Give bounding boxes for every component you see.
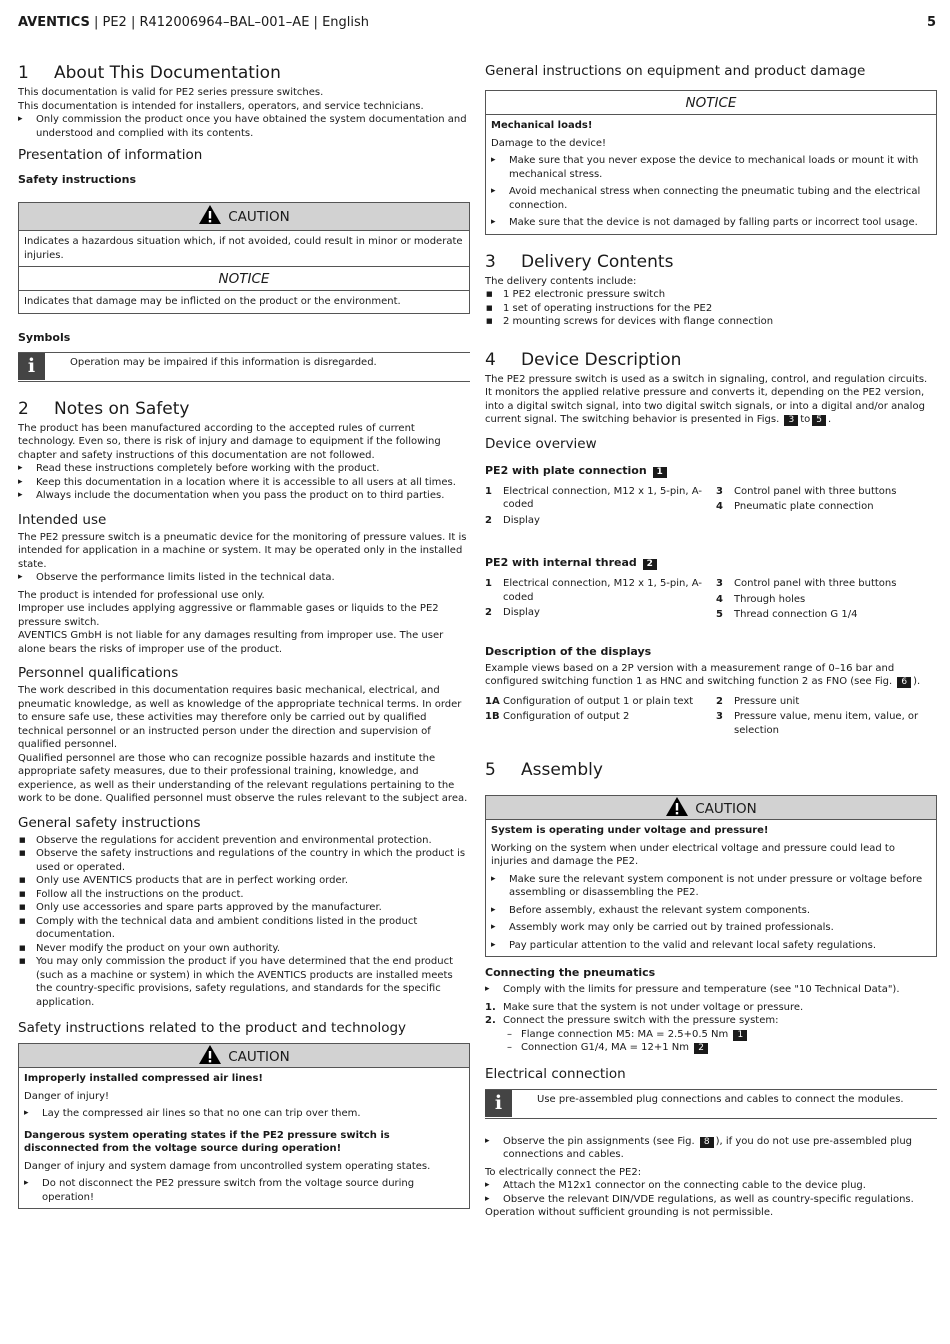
list-item: ■ Only use accessories and spare parts approved by the manufacturer. [18, 901, 470, 915]
list-item: 2. Connect the pressure switch with the pressure system: – Flange connection M5: MA = 2.5+0.5 Nm 1 – Connection G1/4, MA = 12+1 Nm 2 [485, 1014, 937, 1055]
caution-text: Indicates a hazardous situation which, if not avoided, could result in minor or moderate injuries. [19, 231, 469, 267]
general-safety-list [18, 834, 470, 1010]
dash-item: – Connection G1/4, MA = 12+1 Nm 2 [503, 1041, 937, 1055]
notice-header: NOTICE [19, 267, 469, 291]
dash-item: – Flange connection M5: MA = 2.5+0.5 Nm 1 [503, 1028, 937, 1042]
list-item: ▸ Observe the performance limits listed in the technical data. [18, 571, 470, 585]
legend-item: 5 Thread connection G 1/4 [716, 609, 858, 620]
caution-body [19, 1068, 469, 1208]
header-doc-info: | PE2 | R412006964–BAL–001–AE | English [89, 15, 370, 30]
legend-item: 4 Pneumatic plate connection [716, 501, 874, 512]
info-icon: i [485, 1090, 512, 1117]
pneumatics-steps [485, 1001, 937, 1055]
list-item: ▸ Avoid mechanical stress when connecting the pneumatic tubing and the electrical connection. [491, 185, 931, 212]
legend-item: 1 Electrical connection, M12 x 1, 5-pin, A-coded [485, 485, 702, 510]
fig-ref: 8 [700, 1137, 714, 1148]
page-header [18, 16, 936, 34]
electrical-steps [485, 1179, 937, 1206]
left-column [18, 62, 470, 1209]
legend-item: 3 Control panel with three buttons [716, 578, 897, 589]
list-item: ▸ Always include the documentation when you pass the product on to third parties. [18, 489, 470, 503]
fig-ref: 1 [653, 467, 667, 478]
assembly-caution-box [485, 795, 937, 957]
caution-2-danger: Danger of injury and system damage from uncontrolled system operating states. [24, 1160, 431, 1172]
s1-bullets [18, 113, 470, 140]
intended-use-heading: Intended use [18, 511, 107, 528]
section-2-title: 2 Notes on Safety [18, 398, 190, 419]
s1-p1: This documentation is valid for PE2 series pressure switches. [18, 87, 324, 98]
info-icon: i [18, 353, 45, 380]
notice-damage: Damage to the device! [491, 137, 607, 149]
displays-legend [485, 695, 937, 740]
thread-legend [485, 577, 937, 624]
product-caution-box [18, 1043, 470, 1209]
intended-p: The PE2 pressure switch is a pneumatic device for the monitoring of pressure values. It is intended for application in a machine or system. It may be operated only in the installed state. [18, 531, 467, 570]
legend-item: 2 Display [485, 607, 540, 618]
intended-bullets [18, 571, 470, 585]
caution-header: CAUTION [19, 1044, 469, 1068]
notice-text: Indicates that damage may be inflicted on the product or the environment. [24, 296, 401, 307]
plate-legend [485, 485, 937, 530]
fig-ref: 2 [643, 559, 657, 570]
intended-p2: The product is intended for professional use only. [18, 589, 265, 601]
list-item: ▸ Only commission the product once you have obtained the system documentation and understood and complied with its contents. [18, 113, 470, 140]
delivery-list [485, 288, 937, 329]
caution-1-title: Improperly installed compressed air lines! [24, 1073, 263, 1084]
list-item: ■ Comply with the technical data and ambient conditions listed in the product documentation. [18, 915, 470, 942]
equipment-damage-heading: General instructions on equipment and product damage [485, 63, 866, 79]
list-item: ▸ Observe the relevant DIN/VDE regulations, as well as country-specific regulations. [485, 1193, 937, 1207]
caution-text: Working on the system when under electrical voltage and pressure could lead to injuries and damage the PE2. [491, 842, 895, 867]
plate-connection-heading: PE2 with plate connection 1 [485, 463, 937, 479]
electrical-bullets [485, 1135, 937, 1162]
caution-1-danger: Danger of injury! [24, 1090, 110, 1102]
legend-item: 2 Pressure unit [716, 695, 800, 707]
general-safety-heading: General safety instructions [18, 814, 201, 831]
electrical-p: To electrically connect the PE2: [485, 1166, 642, 1178]
list-item: ■ Only use AVENTICS products that are in perfect working order. [18, 874, 470, 888]
list-item: ▸ Attach the M12x1 connector on the connecting cable to the device plug. [485, 1179, 937, 1193]
intended-p4: AVENTICS GmbH is not liable for any damages resulting from improper use. The user alone bears the risks of improper use of the product. [18, 630, 444, 655]
notice-title: Mechanical loads! [491, 120, 593, 131]
list-item: ■ You may only commission the product if you have determined that the end product (such as a machine or system) in which the AVENTICS products are installed meets the country-specific provisions, safety regulations, and standards for the specific application. [18, 955, 470, 1009]
presentation-heading: Presentation of information [18, 147, 203, 163]
caution-body [486, 820, 936, 956]
symbol-info-row: i Operation may be impaired if this information is disregarded. [18, 352, 470, 382]
list-item: ▸ Comply with the limits for pressure and temperature (see "10 Technical Data"). [485, 983, 937, 997]
caution-header: CAUTION [486, 796, 936, 820]
legend-item: 2 Display [485, 514, 540, 526]
s2-intro: The product has been manufactured according to the accepted rules of current technology. Even so, there is risk of injury and damage to equipment if the following chapter and safety instructions of this documentation are not followed. [18, 422, 441, 461]
fig-ref: 6 [897, 677, 911, 688]
warning-triangle-icon [198, 1044, 222, 1065]
list-item: ■ 2 mounting screws for devices with flange connection [485, 315, 937, 329]
list-item: ■ Follow all the instructions on the product. [18, 888, 470, 902]
warning-triangle-icon [198, 204, 222, 225]
right-column [485, 62, 937, 1220]
electrical-end: Operation without sufficient grounding is not permissible. [485, 1207, 774, 1218]
personnel-heading: Personnel qualifications [18, 665, 179, 681]
page-number: 5 [926, 15, 936, 30]
legend-item: 1A Configuration of output 1 or plain text [485, 695, 694, 707]
device-overview-heading: Device overview [485, 435, 597, 452]
section-3-title: 3 Delivery Contents [485, 251, 674, 272]
s2-bullets [18, 462, 470, 503]
notice-header: NOTICE [486, 91, 936, 115]
list-item: ▸ Pay particular attention to the valid and relevant local safety regulations. [491, 939, 931, 953]
displays-heading: Description of the displays [485, 644, 652, 658]
section-5-title: 5 Assembly [485, 760, 603, 780]
electrical-info-row: i Use pre-assembled plug connections and cables to connect the modules. [485, 1089, 937, 1119]
list-item: ▸ Before assembly, exhaust the relevant system components. [491, 904, 931, 918]
safety-instructions-heading: Safety instructions [18, 173, 136, 186]
caution-header: CAUTION [19, 203, 469, 231]
list-item: ■ Observe the regulations for accident prevention and environmental protection. [18, 834, 470, 848]
caution-2-title: Dangerous system operating states if the PE2 pressure switch is disconnected from the voltage source during operation! [24, 1129, 390, 1154]
symbols-heading: Symbols [18, 330, 71, 344]
list-item: ▸ Make sure that the device is not damaged by falling parts or incorrect tool usage. [491, 216, 931, 230]
list-item: 1. Make sure that the system is not under voltage or pressure. [485, 1001, 804, 1013]
legend-item: 3 Control panel with three buttons [716, 485, 897, 497]
list-item: ■ 1 PE2 electronic pressure switch [485, 288, 937, 302]
list-item: ▸ Assembly work may only be carried out by trained professionals. [491, 921, 931, 935]
displays-text: Example views based on a 2P version with a measurement range of 0–16 bar and configured switching function 1 as HNC and switching function 2 as FNO (see Fig. 6 ). [485, 662, 921, 687]
pneumatics-heading: Connecting the pneumatics [485, 966, 656, 979]
list-item: ■ Observe the safety instructions and regulations of the country in which the product is used or operated. [18, 847, 470, 874]
list-item: ▸ Observe the pin assignments (see Fig. 8 ), if you do not use pre-assembled plug connections and cables. [485, 1135, 937, 1162]
list-item: ▸ Do not disconnect the PE2 pressure switch from the voltage source during operation! [24, 1177, 464, 1204]
list-item: ▸ Keep this documentation in a location where it is accessible to all users at all times. [18, 476, 470, 490]
fig-ref: 3 [784, 415, 798, 426]
section-1-title: 1 About This Documentation [18, 63, 281, 83]
list-item: ■ Never modify the product on your own authority. [18, 942, 470, 956]
personnel-p1: The work described in this documentation requires basic mechanical, electrical, and pneumatic knowledge, as well as knowledge of the appropriate technical terms. In order to ensure safe use, these activities may therefore only be carried out by qualified technical personnel or an instructed person under the direction and supervision of qualified personnel. [18, 685, 462, 750]
caution-notice-box [18, 202, 470, 314]
s1-p2: This documentation is intended for installers, operators, and service technicians. [18, 100, 424, 112]
legend-item: 1B Configuration of output 2 [485, 711, 630, 722]
product-safety-heading: Safety instructions related to the product and technology [18, 1020, 407, 1036]
legend-item: 1 Electrical connection, M12 x 1, 5-pin, A-coded [485, 578, 702, 603]
device-desc-intro: The PE2 pressure switch is used as a switch in signaling, control, and regulation circuits. It monitors the applied relative pressure and converts it, depending on the PE2 version, into a digital switch signal, into two digital switch signals, or into a digital and/or analog current signal. The switching behavior is presented in Figs. 3 to 5 . [485, 373, 928, 425]
personnel-p2: Qualified personnel are those who can recognize possible hazards and institute the appropriate safety measures, due to their professional training, knowledge, and experience, as well as their understanding of the relevant regulations pertaining to the work to be done. Qualified personnel must observe the rules relevant to the subject area. [18, 752, 468, 804]
fig-ref: 1 [733, 1030, 747, 1041]
warning-triangle-icon [665, 796, 689, 817]
legend-item: 4 Through holes [716, 593, 806, 605]
list-item: ▸ Lay the compressed air lines so that no one can trip over them. [24, 1107, 464, 1121]
delivery-intro: The delivery contents include: [485, 275, 637, 287]
pneumatics-bullets [485, 983, 937, 997]
mechanical-notice-box [485, 90, 937, 235]
section-4-title: 4 Device Description [485, 349, 682, 370]
notice-body [486, 115, 936, 234]
intended-p3: Improper use includes applying aggressive or flammable gases or liquids to the PE2 pressure switch. [18, 603, 439, 628]
caution-title: System is operating under voltage and pressure! [491, 825, 769, 836]
legend-item: 3 Pressure value, menu item, value, or selection [716, 711, 919, 736]
list-item: ▸ Make sure the relevant system component is not under pressure or voltage before assembling or disassembling the PE2. [491, 873, 931, 900]
list-item: ▸ Make sure that you never expose the device to mechanical loads or mount it with mechanical stress. [491, 154, 931, 181]
electrical-heading: Electrical connection [485, 1065, 626, 1082]
fig-ref: 5 [812, 415, 826, 426]
brand-name: AVENTICS [18, 15, 90, 30]
list-item: ▸ Read these instructions completely before working with the product. [18, 462, 470, 476]
list-item: ■ 1 set of operating instructions for the PE2 [485, 302, 937, 316]
fig-ref: 2 [694, 1043, 708, 1054]
internal-thread-heading: PE2 with internal thread 2 [485, 555, 937, 571]
